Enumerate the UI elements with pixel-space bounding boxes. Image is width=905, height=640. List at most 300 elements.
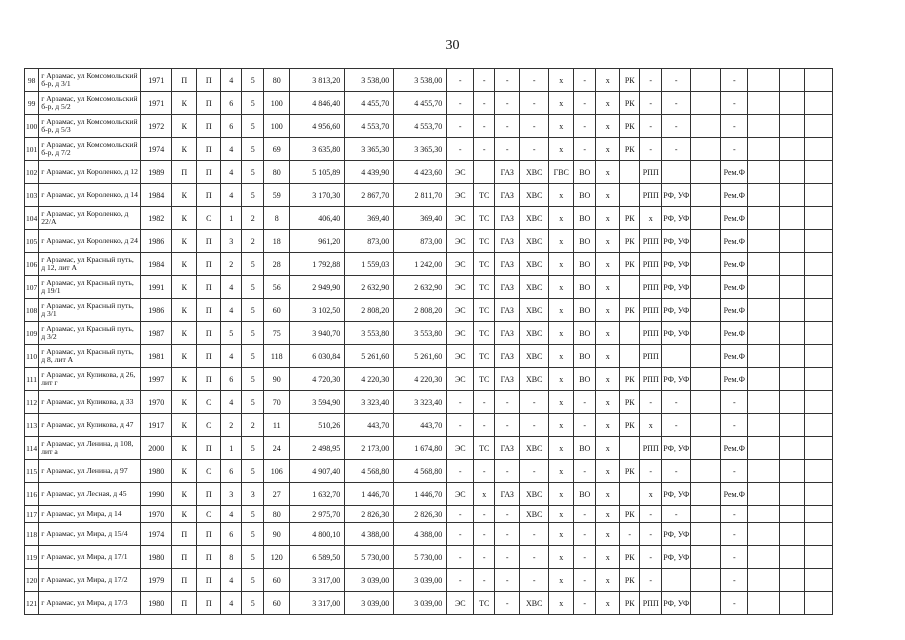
repair-fund-cell: - — [721, 460, 748, 483]
row-number: 119 — [25, 546, 39, 569]
sewage-cell: ВО — [574, 276, 596, 299]
empty-cell — [748, 207, 780, 230]
wall-type-cell: К — [172, 345, 197, 368]
entrances-cell: 4 — [221, 506, 242, 523]
roof-facade-cell: - — [662, 506, 691, 523]
gas-cell: - — [495, 391, 520, 414]
empty-cell — [748, 368, 780, 391]
blank-cell — [691, 69, 721, 92]
blank-cell — [691, 569, 721, 592]
rpp-cell: х — [640, 483, 662, 506]
cold-water-cell: ХВС — [520, 437, 549, 460]
heating-cell: ТС — [474, 276, 495, 299]
build-year-cell: 1987 — [141, 322, 172, 345]
total-area-cell: 3 170,30 — [290, 184, 345, 207]
entrances-cell: 1 — [221, 437, 242, 460]
build-year-cell: 1971 — [141, 92, 172, 115]
residential-area-cell: 2 808,20 — [394, 299, 447, 322]
build-year-cell: 1984 — [141, 253, 172, 276]
repair-fund-cell: - — [721, 138, 748, 161]
apartments-cell: 18 — [264, 230, 290, 253]
wall-type-cell: К — [172, 460, 197, 483]
residential-area-cell: 3 365,30 — [394, 138, 447, 161]
total-area-cell: 3 317,00 — [290, 569, 345, 592]
heating-cell: - — [474, 546, 495, 569]
empty-cell — [780, 299, 805, 322]
empty-cell — [780, 437, 805, 460]
empty-cell — [805, 92, 833, 115]
empty-cell — [780, 523, 805, 546]
heating-cell: ТС — [474, 207, 495, 230]
mark-cell: х — [596, 523, 620, 546]
address-cell: г Арзамас, ул Ленина, д 108, лит а — [39, 437, 141, 460]
residential-area-cell: 3 323,40 — [394, 391, 447, 414]
roof-facade-cell: РФ, УФ — [662, 368, 691, 391]
table-row — [25, 569, 833, 592]
blank-cell — [691, 253, 721, 276]
living-area-cell: 3 039,00 — [345, 569, 394, 592]
wall-type-cell: К — [172, 115, 197, 138]
apartments-cell: 80 — [264, 506, 290, 523]
rpp-cell: РПП — [640, 161, 662, 184]
blank-cell — [691, 92, 721, 115]
empty-cell — [805, 483, 833, 506]
roof-facade-cell: - — [662, 460, 691, 483]
wall-type-cell: К — [172, 253, 197, 276]
repair-code-cell: РК — [620, 138, 640, 161]
repair-fund-cell: Рем.Ф — [721, 253, 748, 276]
roof-type-cell: П — [197, 322, 221, 345]
wall-type-cell: К — [172, 414, 197, 437]
address-cell: г Арзамас, ул Комсомольский б-р, д 5/3 — [39, 115, 141, 138]
blank-cell — [691, 322, 721, 345]
entrances-cell: 6 — [221, 368, 242, 391]
roof-facade-cell: РФ, УФ — [662, 546, 691, 569]
roof-facade-cell: РФ, УФ — [662, 207, 691, 230]
apartments-cell: 60 — [264, 299, 290, 322]
empty-cell — [780, 230, 805, 253]
total-area-cell: 4 907,40 — [290, 460, 345, 483]
repair-code-cell — [620, 322, 640, 345]
empty-cell — [780, 92, 805, 115]
empty-cell — [780, 161, 805, 184]
row-number: 116 — [25, 483, 39, 506]
residential-area-cell: 2 826,30 — [394, 506, 447, 523]
empty-cell — [748, 322, 780, 345]
repair-fund-cell: Рем.Ф — [721, 207, 748, 230]
roof-facade-cell — [662, 161, 691, 184]
empty-cell — [748, 523, 780, 546]
floors-cell: 5 — [242, 592, 264, 615]
roof-type-cell: П — [197, 138, 221, 161]
apartments-cell: 106 — [264, 460, 290, 483]
empty-cell — [780, 69, 805, 92]
floors-cell: 5 — [242, 276, 264, 299]
power-cell: - — [447, 391, 474, 414]
heating-cell: - — [474, 569, 495, 592]
roof-type-cell: П — [197, 92, 221, 115]
mark-cell: х — [596, 345, 620, 368]
empty-cell — [780, 414, 805, 437]
address-cell: г Арзамас, ул Комсомольский б-р, д 7/2 — [39, 138, 141, 161]
table-row — [25, 92, 833, 115]
roof-facade-cell: РФ, УФ — [662, 253, 691, 276]
living-area-cell: 1 559,03 — [345, 253, 394, 276]
table-row — [25, 184, 833, 207]
table-row — [25, 115, 833, 138]
repair-code-cell: РК — [620, 592, 640, 615]
entrances-cell: 4 — [221, 69, 242, 92]
empty-cell — [805, 138, 833, 161]
hot-water-cell: х — [549, 546, 574, 569]
sewage-cell: ВО — [574, 437, 596, 460]
build-year-cell: 1997 — [141, 368, 172, 391]
empty-cell — [748, 115, 780, 138]
entrances-cell: 8 — [221, 546, 242, 569]
build-year-cell: 1986 — [141, 230, 172, 253]
repair-fund-cell: Рем.Ф — [721, 368, 748, 391]
hot-water-cell: х — [549, 523, 574, 546]
total-area-cell: 6 589,50 — [290, 546, 345, 569]
roof-facade-cell: РФ, УФ — [662, 437, 691, 460]
total-area-cell: 510,26 — [290, 414, 345, 437]
roof-type-cell: П — [197, 299, 221, 322]
empty-cell — [748, 345, 780, 368]
address-cell: г Арзамас, ул Короленко, д 12 — [39, 161, 141, 184]
build-year-cell: 1991 — [141, 276, 172, 299]
empty-cell — [780, 368, 805, 391]
floors-cell: 5 — [242, 138, 264, 161]
floors-cell: 2 — [242, 207, 264, 230]
repair-code-cell: - — [620, 523, 640, 546]
build-year-cell: 1980 — [141, 592, 172, 615]
rpp-cell: РПП — [640, 345, 662, 368]
residential-area-cell: 369,40 — [394, 207, 447, 230]
power-cell: ЭС — [447, 161, 474, 184]
cold-water-cell: - — [520, 391, 549, 414]
living-area-cell: 1 446,70 — [345, 483, 394, 506]
gas-cell: ГАЗ — [495, 437, 520, 460]
heating-cell: - — [474, 414, 495, 437]
hot-water-cell: х — [549, 506, 574, 523]
rpp-cell: РПП — [640, 230, 662, 253]
empty-cell — [780, 115, 805, 138]
rpp-cell: - — [640, 138, 662, 161]
residential-area-cell: 3 039,00 — [394, 592, 447, 615]
table-row — [25, 69, 833, 92]
roof-type-cell: П — [197, 523, 221, 546]
gas-cell: ГАЗ — [495, 276, 520, 299]
empty-cell — [805, 506, 833, 523]
gas-cell: - — [495, 546, 520, 569]
living-area-cell: 5 261,60 — [345, 345, 394, 368]
row-number: 115 — [25, 460, 39, 483]
heating-cell: ТС — [474, 253, 495, 276]
roof-type-cell: П — [197, 184, 221, 207]
heating-cell: ТС — [474, 230, 495, 253]
gas-cell: - — [495, 138, 520, 161]
entrances-cell: 6 — [221, 92, 242, 115]
gas-cell: - — [495, 92, 520, 115]
mark-cell: х — [596, 506, 620, 523]
power-cell: - — [447, 92, 474, 115]
cold-water-cell: ХВС — [520, 345, 549, 368]
total-area-cell: 1 632,70 — [290, 483, 345, 506]
wall-type-cell: К — [172, 437, 197, 460]
blank-cell — [691, 138, 721, 161]
page-number: 30 — [445, 38, 460, 53]
wall-type-cell: К — [172, 276, 197, 299]
floors-cell: 2 — [242, 414, 264, 437]
empty-cell — [780, 592, 805, 615]
repair-code-cell — [620, 483, 640, 506]
sewage-cell: ВО — [574, 368, 596, 391]
total-area-cell: 3 317,00 — [290, 592, 345, 615]
build-year-cell: 1981 — [141, 345, 172, 368]
entrances-cell: 2 — [221, 414, 242, 437]
table-row — [25, 506, 833, 523]
roof-facade-cell: - — [662, 92, 691, 115]
empty-cell — [805, 161, 833, 184]
rpp-cell: - — [640, 460, 662, 483]
repair-fund-cell: - — [721, 69, 748, 92]
repair-fund-cell: - — [721, 523, 748, 546]
empty-cell — [748, 569, 780, 592]
empty-cell — [748, 391, 780, 414]
table-row — [25, 230, 833, 253]
total-area-cell: 5 105,89 — [290, 161, 345, 184]
blank-cell — [691, 523, 721, 546]
total-area-cell: 1 792,88 — [290, 253, 345, 276]
wall-type-cell: К — [172, 299, 197, 322]
entrances-cell: 4 — [221, 391, 242, 414]
hot-water-cell: х — [549, 569, 574, 592]
hot-water-cell: х — [549, 437, 574, 460]
power-cell: ЭС — [447, 437, 474, 460]
table-row — [25, 276, 833, 299]
roof-type-cell: П — [197, 253, 221, 276]
mark-cell: х — [596, 184, 620, 207]
cold-water-cell: ХВС — [520, 592, 549, 615]
rpp-cell: РПП — [640, 184, 662, 207]
repair-code-cell: РК — [620, 368, 640, 391]
row-number: 113 — [25, 414, 39, 437]
power-cell: ЭС — [447, 230, 474, 253]
row-number: 120 — [25, 569, 39, 592]
power-cell: ЭС — [447, 184, 474, 207]
wall-type-cell: П — [172, 546, 197, 569]
apartments-cell: 100 — [264, 92, 290, 115]
apartments-cell: 28 — [264, 253, 290, 276]
rpp-cell: - — [640, 546, 662, 569]
hot-water-cell: х — [549, 115, 574, 138]
entrances-cell: 1 — [221, 207, 242, 230]
cold-water-cell: - — [520, 414, 549, 437]
mark-cell: х — [596, 253, 620, 276]
floors-cell: 5 — [242, 69, 264, 92]
heating-cell: - — [474, 92, 495, 115]
empty-cell — [748, 483, 780, 506]
entrances-cell: 4 — [221, 299, 242, 322]
build-year-cell: 1917 — [141, 414, 172, 437]
apartments-cell: 100 — [264, 115, 290, 138]
residential-area-cell: 1 242,00 — [394, 253, 447, 276]
table-row — [25, 414, 833, 437]
roof-facade-cell: - — [662, 115, 691, 138]
gas-cell: ГАЗ — [495, 184, 520, 207]
repair-code-cell — [620, 161, 640, 184]
table-row — [25, 592, 833, 615]
apartments-cell: 118 — [264, 345, 290, 368]
roof-type-cell: С — [197, 506, 221, 523]
roof-type-cell: П — [197, 546, 221, 569]
build-year-cell: 1970 — [141, 391, 172, 414]
gas-cell: ГАЗ — [495, 368, 520, 391]
floors-cell: 5 — [242, 322, 264, 345]
living-area-cell: 4 568,80 — [345, 460, 394, 483]
entrances-cell: 6 — [221, 460, 242, 483]
heating-cell — [474, 161, 495, 184]
row-number: 110 — [25, 345, 39, 368]
repair-code-cell: РК — [620, 414, 640, 437]
repair-code-cell: РК — [620, 207, 640, 230]
heating-cell: ТС — [474, 299, 495, 322]
repair-code-cell: РК — [620, 299, 640, 322]
total-area-cell: 406,40 — [290, 207, 345, 230]
roof-facade-cell — [662, 345, 691, 368]
sewage-cell: - — [574, 69, 596, 92]
repair-fund-cell: Рем.Ф — [721, 345, 748, 368]
roof-facade-cell: - — [662, 69, 691, 92]
table-row — [25, 322, 833, 345]
apartments-cell: 56 — [264, 276, 290, 299]
repair-code-cell: РК — [620, 506, 640, 523]
empty-cell — [805, 184, 833, 207]
floors-cell: 5 — [242, 115, 264, 138]
address-cell: г Арзамас, ул Короленко, д 14 — [39, 184, 141, 207]
empty-cell — [748, 299, 780, 322]
empty-cell — [748, 230, 780, 253]
power-cell: - — [447, 546, 474, 569]
power-cell: ЭС — [447, 276, 474, 299]
cold-water-cell: - — [520, 138, 549, 161]
residential-area-cell: 5 261,60 — [394, 345, 447, 368]
gas-cell: ГАЗ — [495, 253, 520, 276]
power-cell: ЭС — [447, 299, 474, 322]
roof-facade-cell: РФ, УФ — [662, 230, 691, 253]
repair-code-cell — [620, 276, 640, 299]
empty-cell — [780, 276, 805, 299]
rpp-cell: - — [640, 69, 662, 92]
empty-cell — [748, 161, 780, 184]
roof-type-cell: П — [197, 230, 221, 253]
mark-cell: х — [596, 92, 620, 115]
table-row — [25, 437, 833, 460]
residential-area-cell: 3 553,80 — [394, 322, 447, 345]
address-cell: г Арзамас, ул Мира, д 15/4 — [39, 523, 141, 546]
entrances-cell: 6 — [221, 115, 242, 138]
roof-facade-cell — [662, 569, 691, 592]
hot-water-cell: х — [549, 322, 574, 345]
empty-cell — [780, 460, 805, 483]
floors-cell: 2 — [242, 230, 264, 253]
blank-cell — [691, 506, 721, 523]
cold-water-cell: ХВС — [520, 483, 549, 506]
build-year-cell: 1990 — [141, 483, 172, 506]
mark-cell: х — [596, 207, 620, 230]
sewage-cell: - — [574, 546, 596, 569]
table-row — [25, 391, 833, 414]
mark-cell: х — [596, 115, 620, 138]
blank-cell — [691, 207, 721, 230]
blank-cell — [691, 483, 721, 506]
power-cell: - — [447, 523, 474, 546]
residential-area-cell: 4 568,80 — [394, 460, 447, 483]
repair-fund-cell: Рем.Ф — [721, 299, 748, 322]
empty-cell — [805, 437, 833, 460]
empty-cell — [748, 184, 780, 207]
hot-water-cell: х — [549, 414, 574, 437]
roof-type-cell: С — [197, 391, 221, 414]
mark-cell: х — [596, 437, 620, 460]
apartments-cell: 90 — [264, 523, 290, 546]
roof-type-cell: С — [197, 414, 221, 437]
cold-water-cell: - — [520, 92, 549, 115]
roof-facade-cell: РФ, УФ — [662, 276, 691, 299]
row-number: 100 — [25, 115, 39, 138]
empty-cell — [748, 437, 780, 460]
cold-water-cell: ХВС — [520, 253, 549, 276]
gas-cell: - — [495, 460, 520, 483]
residential-area-cell: 2 632,90 — [394, 276, 447, 299]
gas-cell: - — [495, 523, 520, 546]
total-area-cell: 3 635,80 — [290, 138, 345, 161]
cold-water-cell: ХВС — [520, 207, 549, 230]
row-number: 103 — [25, 184, 39, 207]
blank-cell — [691, 460, 721, 483]
empty-cell — [748, 253, 780, 276]
build-year-cell: 1986 — [141, 299, 172, 322]
sewage-cell: ВО — [574, 253, 596, 276]
repair-code-cell: РК — [620, 253, 640, 276]
roof-type-cell: П — [197, 569, 221, 592]
mark-cell: х — [596, 299, 620, 322]
empty-cell — [748, 592, 780, 615]
empty-cell — [748, 460, 780, 483]
residential-area-cell: 443,70 — [394, 414, 447, 437]
rpp-cell: - — [640, 92, 662, 115]
blank-cell — [691, 161, 721, 184]
living-area-cell: 2 808,20 — [345, 299, 394, 322]
empty-cell — [780, 483, 805, 506]
row-number: 121 — [25, 592, 39, 615]
roof-facade-cell: РФ, УФ — [662, 184, 691, 207]
cold-water-cell: ХВС — [520, 184, 549, 207]
heating-cell: - — [474, 69, 495, 92]
address-cell: г Арзамас, ул Короленко, д 22/А — [39, 207, 141, 230]
cold-water-cell: ХВС — [520, 506, 549, 523]
sewage-cell: - — [574, 138, 596, 161]
sewage-cell: - — [574, 92, 596, 115]
empty-cell — [805, 115, 833, 138]
heating-cell: х — [474, 483, 495, 506]
wall-type-cell: П — [172, 161, 197, 184]
total-area-cell: 2 975,70 — [290, 506, 345, 523]
repair-fund-cell: - — [721, 92, 748, 115]
rpp-cell: РПП — [640, 437, 662, 460]
sewage-cell: ВО — [574, 322, 596, 345]
gas-cell: - — [495, 414, 520, 437]
